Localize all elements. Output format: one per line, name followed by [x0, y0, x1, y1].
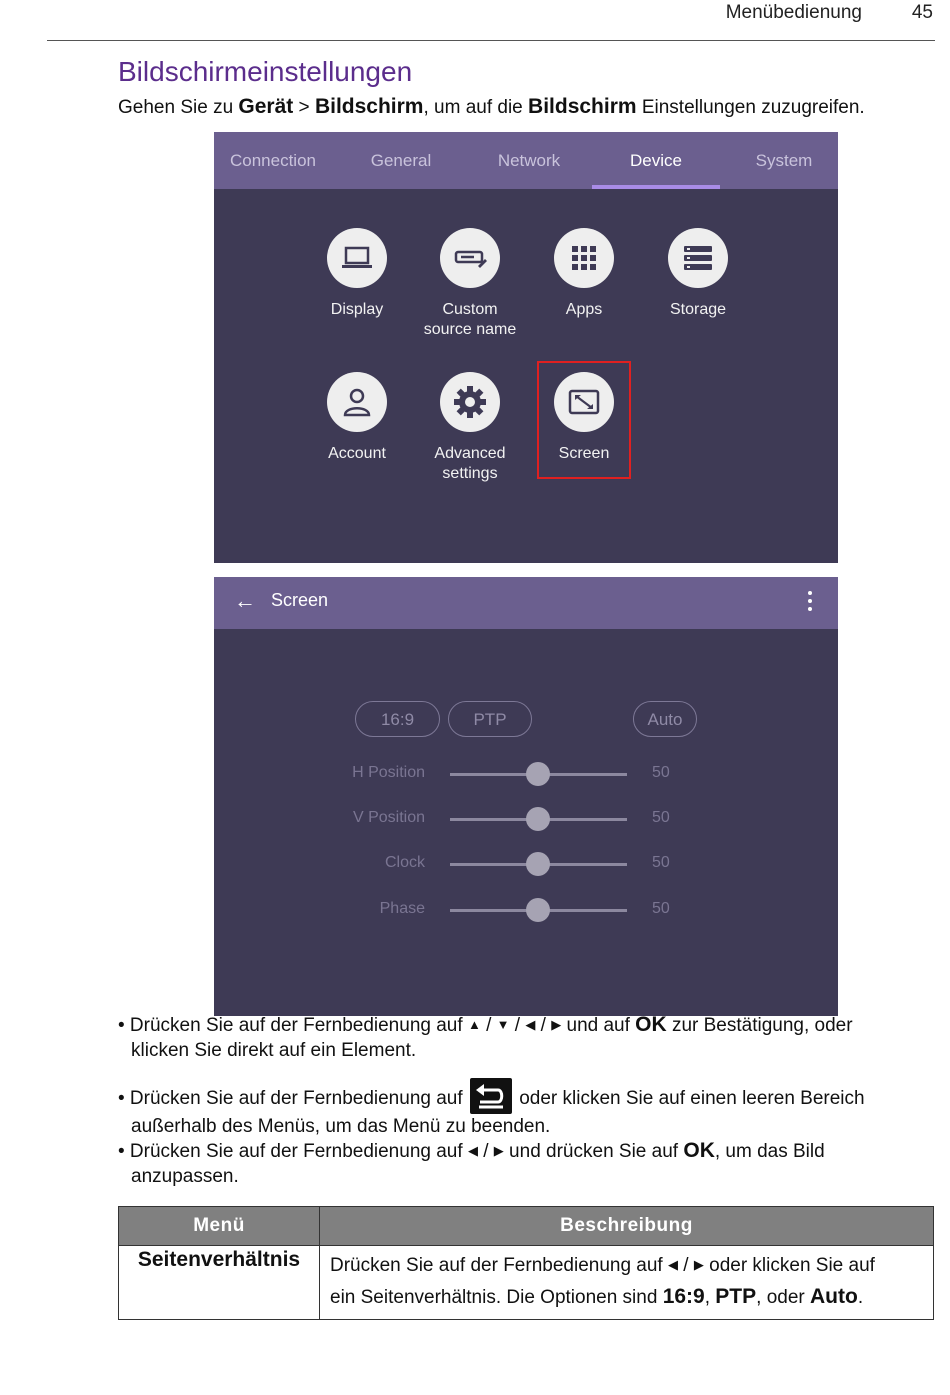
tab-system[interactable]: System: [755, 151, 813, 170]
clock-slider-handle[interactable]: [526, 852, 550, 876]
active-tab-indicator: [592, 185, 720, 189]
left-right-keys-icon: ◀ / ▶: [467, 1141, 504, 1162]
v-position-slider-handle[interactable]: [526, 807, 550, 831]
screen-top-bar: [214, 577, 838, 629]
gear-icon: [440, 372, 500, 432]
slider-value-clock: 50: [652, 854, 670, 871]
tile-storage[interactable]: Storage: [643, 228, 753, 320]
cell-menu-aspect-ratio: Seitenverhältnis: [119, 1246, 320, 1320]
slider-label-phase: Phase: [379, 900, 425, 917]
bullet-exit: • Drücken Sie auf der Fernbedienung auf oder klicken Sie auf einen leeren Bereich außerhalb des Menüs, um das Menü zu beenden.: [118, 1078, 865, 1139]
device-menu-screenshot: [214, 132, 838, 563]
storage-icon: [668, 228, 728, 288]
cell-description-aspect-ratio: Drücken Sie auf der Fernbedienung auf ◀ / ▶ oder klicken Sie auf ein Seitenverhältnis. Die Optionen sind 16:9, PTP, oder Auto.: [320, 1246, 934, 1320]
user-icon: [327, 372, 387, 432]
tab-connection[interactable]: Connection: [229, 151, 316, 170]
laptop-icon: [327, 228, 387, 288]
settings-table: [118, 1206, 934, 1320]
ratio-auto-button[interactable]: Auto: [633, 701, 697, 737]
header-description: Beschreibung: [320, 1207, 934, 1246]
ratio-ptp-button[interactable]: PTP: [448, 701, 532, 737]
slider-value-v-position: 50: [652, 809, 670, 826]
slider-label-h-position: H Position: [352, 764, 425, 781]
bullet-adjust: • Drücken Sie auf der Fernbedienung auf ◀ / ▶ und drücken Sie auf OK, um das Bild anzupassen.: [118, 1139, 825, 1187]
tile-advanced-settings[interactable]: Advanced settings: [415, 372, 525, 484]
phase-slider-handle[interactable]: [526, 898, 550, 922]
section-title: Bildschirmeinstellungen: [118, 56, 413, 87]
slider-value-phase: 50: [652, 900, 670, 917]
ratio-16-9-button[interactable]: 16:9: [355, 701, 440, 737]
bullet-navigation: • Drücken Sie auf der Fernbedienung auf ▲ / ▼ / ◀ / ▶ und auf OK zur Bestätigung, oder klicken Sie direkt auf ein Element.: [118, 1013, 853, 1061]
grid-icon: [554, 228, 614, 288]
header-rule: [47, 40, 935, 41]
tile-display[interactable]: Display: [302, 228, 412, 320]
screen-menu-screenshot: [214, 577, 838, 1016]
intro-text: Gehen Sie zu Gerät > Bildschirm, um auf die Bildschirm Einstellungen zuzugreifen.: [118, 95, 865, 118]
return-button-icon: [470, 1078, 512, 1114]
slider-label-clock: Clock: [384, 854, 425, 871]
tile-account[interactable]: Account: [302, 372, 412, 464]
screen-tile-highlight: [537, 361, 631, 479]
back-arrow-icon[interactable]: ←: [234, 588, 256, 613]
page-number: 45: [911, 2, 933, 23]
tab-general[interactable]: General: [370, 151, 432, 170]
tile-screen[interactable]: Screen: [529, 372, 639, 464]
left-right-keys-icon: ◀ / ▶: [668, 1255, 704, 1276]
settings-tab-bar: [214, 132, 838, 189]
more-options-icon[interactable]: [802, 587, 818, 617]
tile-apps[interactable]: Apps: [529, 228, 639, 320]
table-row: [119, 1246, 934, 1320]
header-menu: Menü: [119, 1207, 320, 1246]
tab-network[interactable]: Network: [497, 151, 561, 170]
tile-custom-source-name[interactable]: Custom source name: [415, 228, 525, 340]
running-header-section: Menübedienung: [725, 2, 862, 23]
arrow-keys-icon: ▲ / ▼ / ◀ / ▶: [467, 1015, 562, 1036]
pen-icon: [440, 228, 500, 288]
table-header-row: [119, 1207, 934, 1246]
h-position-slider-handle[interactable]: [526, 762, 550, 786]
slider-value-h-position: 50: [652, 764, 670, 781]
tab-device[interactable]: Device: [630, 151, 682, 170]
screen-title: Screen: [271, 590, 329, 610]
slider-label-v-position: V Position: [352, 809, 425, 826]
